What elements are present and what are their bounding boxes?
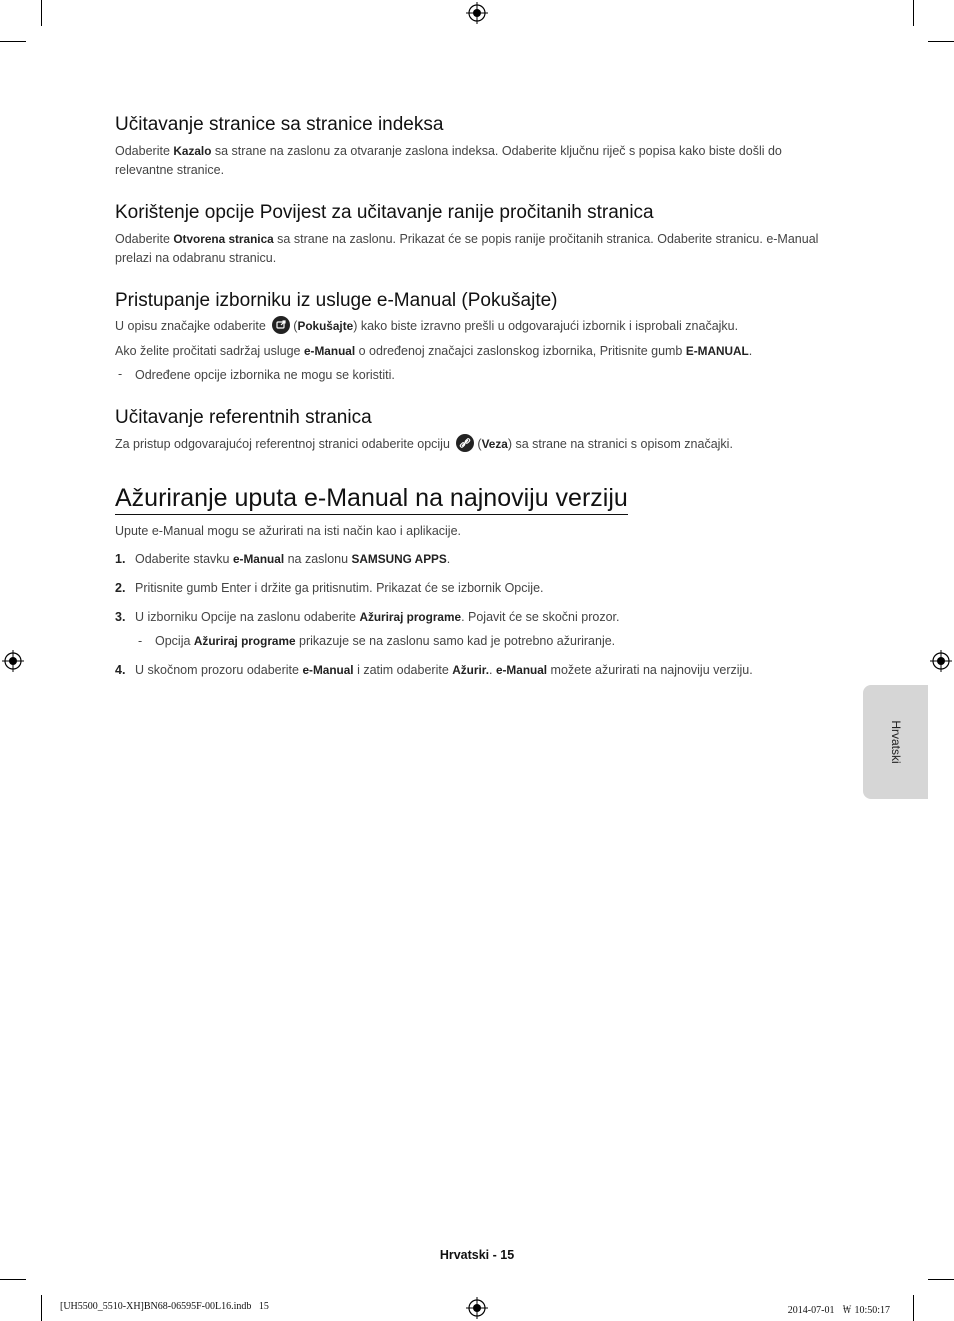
section-title-try: Pristupanje izborniku iz usluge e-Manual (Pokušajte) (115, 290, 558, 311)
section-text-emanual-button: Ako želite pročitati sadržaj usluge e-Manual o određenoj značajci zaslonskog izbornika, Pritisnite gumb E-MANUAL. (115, 344, 753, 358)
section-text-index: Odaberite Kazalo sa strane na zaslonu za otvaranje zaslona indeksa. Odaberite ključnu riječ s popisa kako biste došli do relevantne stranice. (115, 144, 782, 177)
section-title-reference: Učitavanje referentnih stranica (115, 407, 372, 428)
print-info-date: 2014-07-01 ￦ 10:50:17 (787, 1305, 890, 1316)
step-text: U izborniku Opcije na zaslonu odaberite Ažuriraj programe. Pojavit će se skočni prozor. (135, 610, 620, 624)
section-text-try: U opisu značajke odaberite (Pokušajte) kako biste izravno prešli u odgovarajući izbornik i isprobali značajku. (115, 316, 840, 336)
step-number: 3. (115, 610, 126, 624)
registration-mark-icon (930, 650, 952, 672)
registration-mark-icon (2, 650, 24, 672)
print-info-file: [UH5500_5510-XH]BN68-06595F-00L16.indb 15 (60, 1301, 269, 1312)
crop-mark (928, 41, 954, 42)
section-text-history: Odaberite Otvorena stranica sa strane na zaslonu. Prikazat će se popis ranije pročitanih stranica. Odaberite stranicu. e-Manual prelazi na odabranu stranicu. (115, 232, 819, 265)
crop-mark (41, 0, 42, 26)
step-text: Odaberite stavku e-Manual na zaslonu SAMSUNG APPS. (135, 552, 451, 566)
step-number: 1. (115, 552, 126, 566)
registration-mark-icon (466, 2, 488, 24)
link-icon (456, 434, 474, 452)
section-title-history: Korištenje opcije Povijest za učitavanje ranije pročitanih stranica (115, 202, 654, 223)
crop-mark (41, 1295, 42, 1321)
step-note: Opcija Ažuriraj programe prikazuje se na zaslonu samo kad je potrebno ažuriranje. (155, 634, 616, 648)
note-dash: - (118, 367, 123, 381)
crop-mark (913, 1295, 914, 1321)
section-title-index: Učitavanje stranice sa stranice indeksa (115, 114, 444, 135)
registration-mark-icon (466, 1297, 488, 1319)
section-text-reference: Za pristup odgovarajućoj referentnoj stranici odaberite opciju (Veza) sa strane na stranici s opisom značajki. (115, 434, 840, 454)
try-icon (272, 316, 290, 334)
note-dash: - (138, 634, 143, 648)
crop-mark (913, 0, 914, 26)
main-intro: Upute e-Manual mogu se ažurirati na isti način kao i aplikacije. (115, 524, 462, 538)
crop-mark (928, 1279, 954, 1280)
main-title: Ažuriranje uputa e-Manual na najnoviju verziju (115, 484, 628, 515)
language-tab-label: Hrvatski (888, 720, 903, 764)
step-text: Pritisnite gumb Enter i držite ga pritisnutim. Prikazat će se izbornik Opcije. (135, 581, 544, 595)
language-side-tab (863, 685, 928, 799)
step-text: U skočnom prozoru odaberite e-Manual i zatim odaberite Ažurir.. e-Manual možete ažurirati na najnoviju verziju. (135, 663, 753, 677)
step-number: 4. (115, 663, 126, 677)
section-note-try: Određene opcije izbornika ne mogu se koristiti. (135, 368, 395, 382)
crop-mark (0, 41, 26, 42)
page-footer: Hrvatski - 15 (439, 1248, 515, 1262)
crop-mark (0, 1279, 26, 1280)
step-number: 2. (115, 581, 126, 595)
